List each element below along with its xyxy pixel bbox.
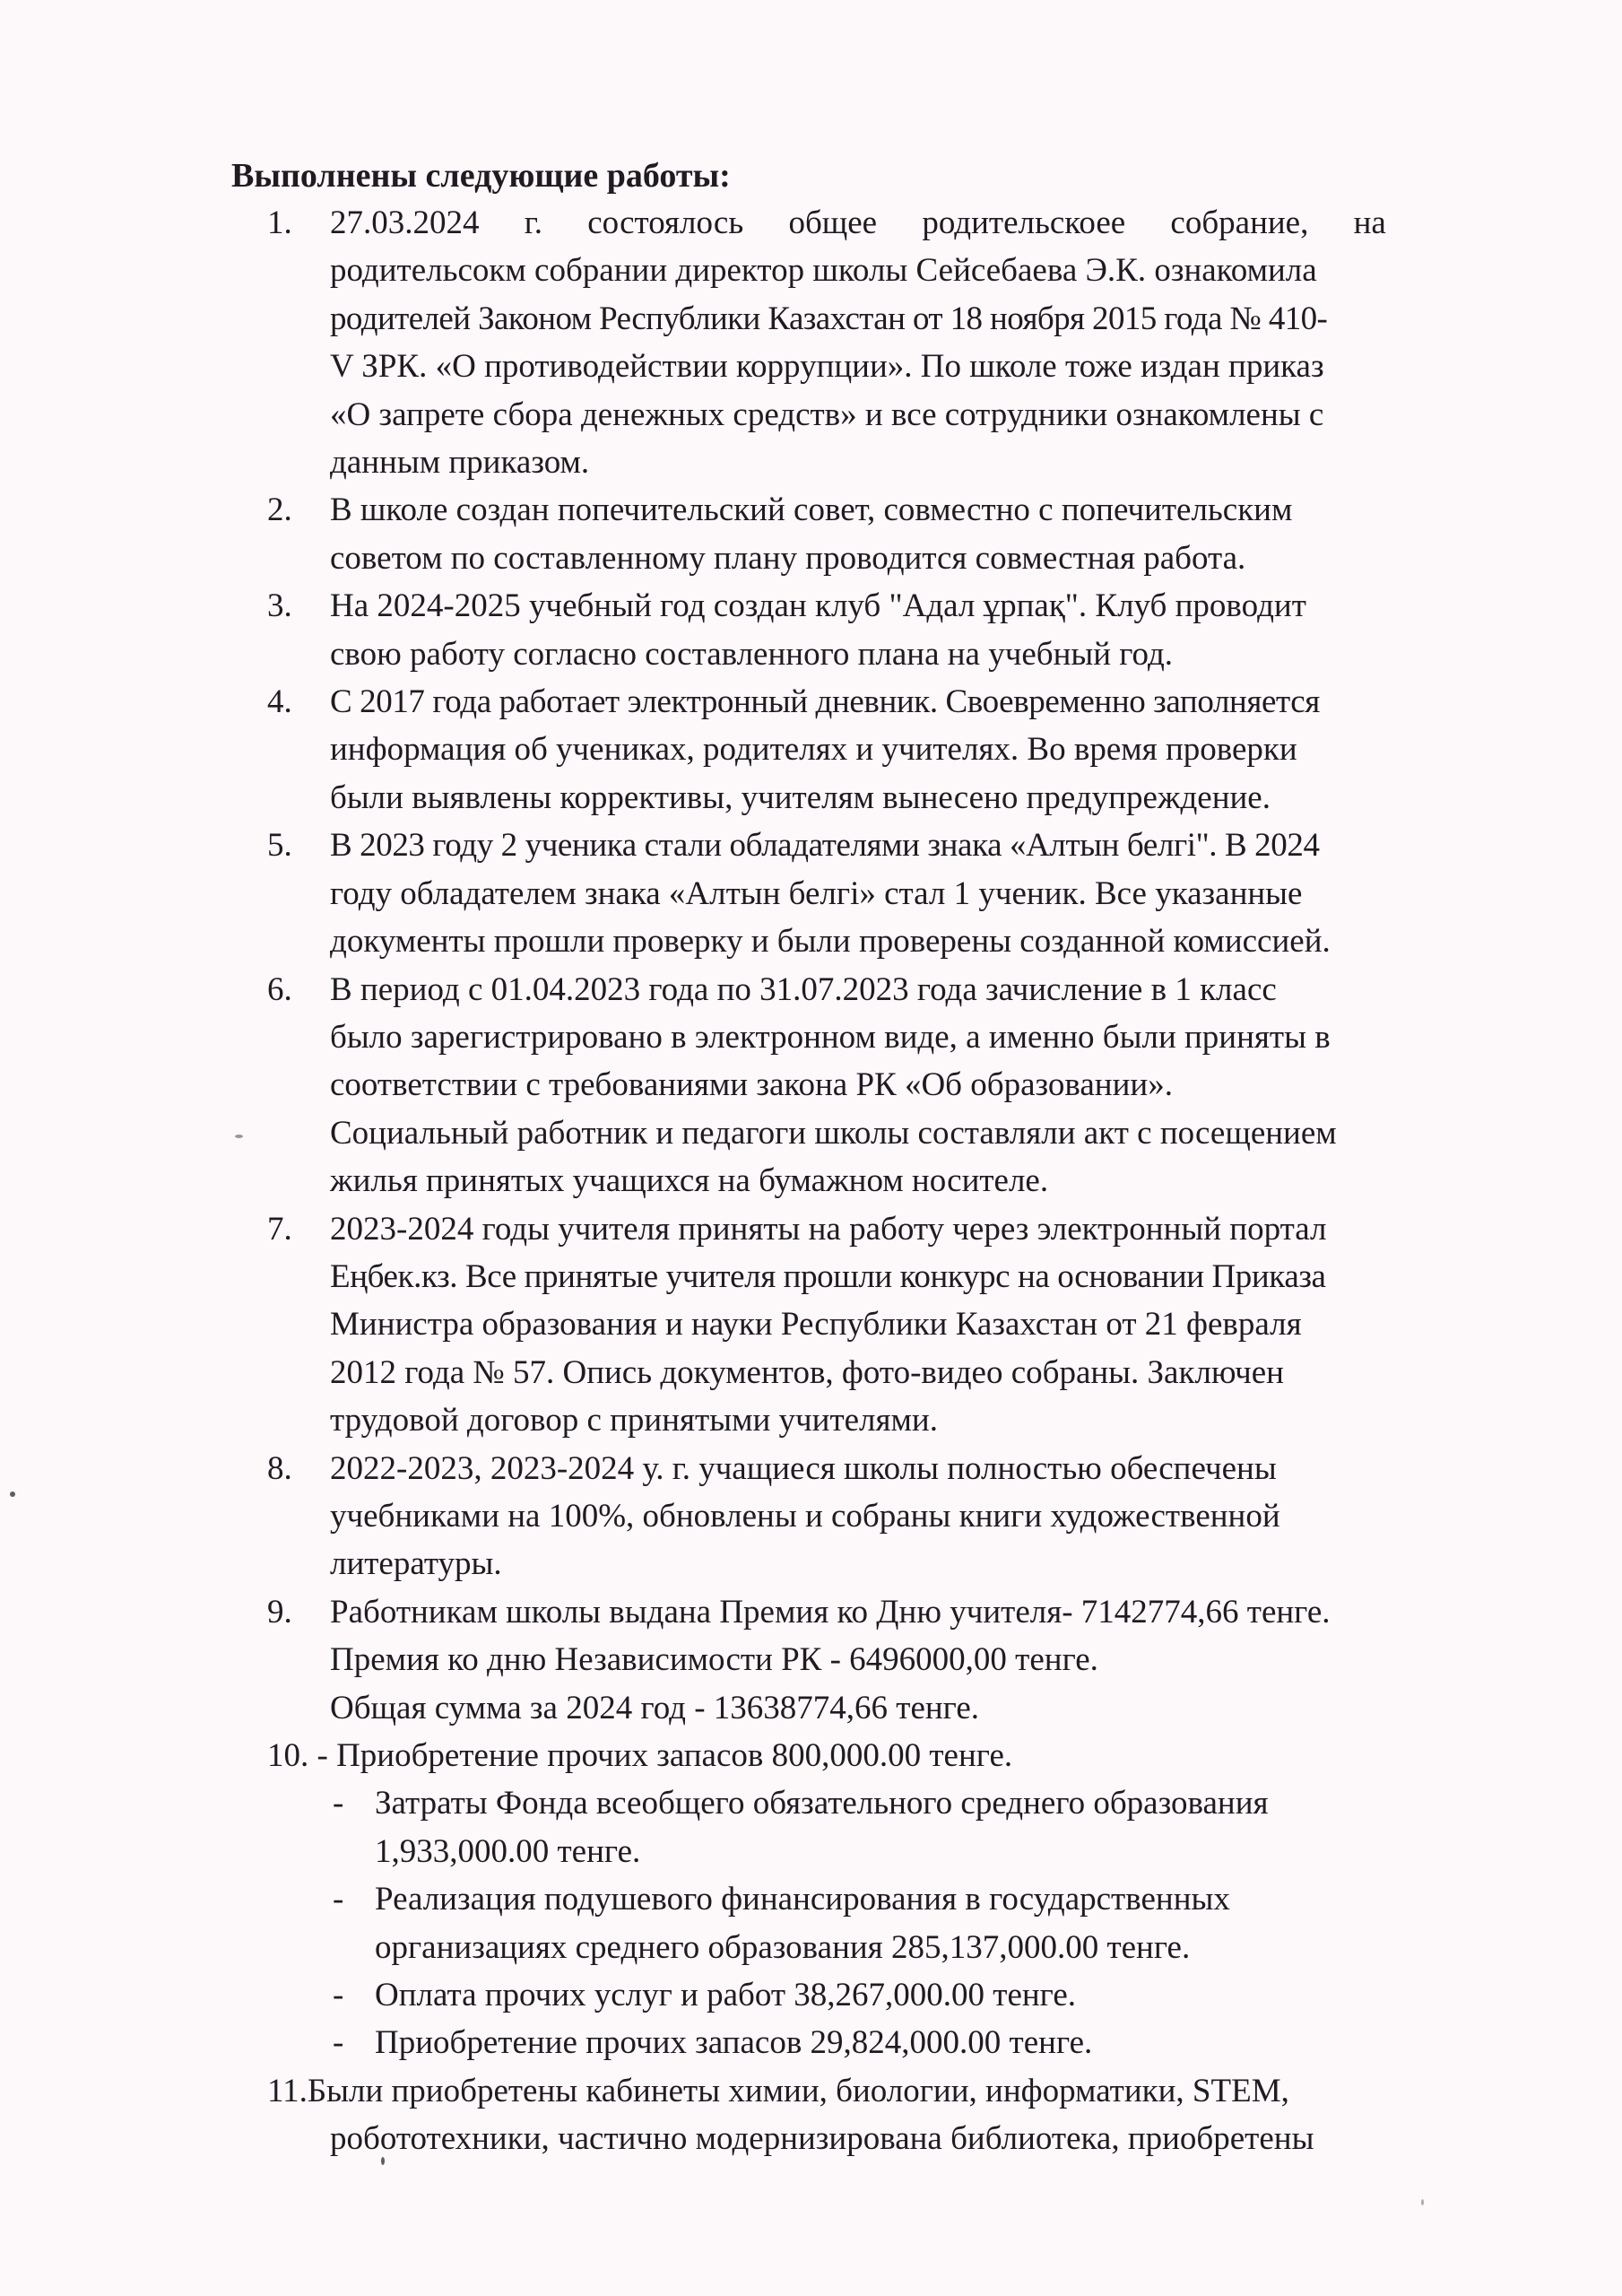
sub-item-line: Реализация подушевого финансирования в государственных xyxy=(375,1881,1230,1918)
list-item-8 xyxy=(267,1445,1496,1588)
work-list xyxy=(267,199,1496,2163)
dash-bullet: - xyxy=(333,2024,344,2062)
sub-item xyxy=(267,1971,1496,2019)
item-line: Еңбек.кз. Все принятые учителя прошли конкурс на основании Приказа xyxy=(330,1257,1326,1295)
item11-first-line xyxy=(267,2067,1496,2115)
list-item-3 xyxy=(267,582,1496,678)
scan-speck xyxy=(235,1135,243,1138)
item-line: На 2024-2025 учебный год создан клуб "Адал ұрпақ". Клуб проводит xyxy=(330,587,1306,625)
item-line: советом по составленному плану проводится совместная работа. xyxy=(330,539,1246,577)
sub-item xyxy=(267,1875,1496,1971)
item-line: 2012 года № 57. Опись документов, фото-видео собраны. Заключен xyxy=(330,1353,1284,1391)
item-line: свою работу согласно составленного плана на учебный год. xyxy=(330,635,1174,673)
item-line: робототехники, частично модернизирована библиотека, приобретены xyxy=(330,2120,1314,2158)
dash-bullet: - xyxy=(333,1977,344,2014)
item-number: 5. xyxy=(267,827,292,865)
item10-first-line xyxy=(267,1732,1496,1779)
item-number: 10. xyxy=(267,1737,309,1774)
item-number: 4. xyxy=(267,683,292,721)
list-item-7 xyxy=(267,1205,1496,1445)
item-line: Премия ко дню Независимости РК - 6496000,00 тенге. xyxy=(330,1641,1098,1679)
item-number: 7. xyxy=(267,1210,292,1248)
item-line: Работникам школы выдана Премия ко Дню учителя- 7142774,66 тенге. xyxy=(330,1593,1331,1631)
list-item-4 xyxy=(267,678,1496,822)
list-item-1 xyxy=(267,199,1496,486)
item-line: были выявлены коррективы, учителям вынесено предупреждение. xyxy=(330,778,1271,816)
sub-item xyxy=(267,2019,1496,2066)
item-number: 9. xyxy=(267,1593,292,1631)
scan-speck xyxy=(1421,2199,1424,2205)
item-number: 2. xyxy=(267,491,292,529)
item-line: документы прошли проверку и были проверены созданной комиссией. xyxy=(330,923,1331,961)
scan-speck xyxy=(381,2157,385,2165)
list-item-11 xyxy=(267,2067,1496,2163)
item-line: «О запрете сбора денежных средств» и все сотрудники ознакомлены с xyxy=(330,396,1324,433)
item-line: Социальный работник и педагоги школы составляли акт с посещением xyxy=(330,1114,1337,1152)
item-number: 1. xyxy=(267,204,292,241)
scan-speck xyxy=(10,1492,15,1497)
sub-item-line: организациях среднего образования 285,137,000.00 тенге. xyxy=(375,1928,1191,1966)
item-line: В школе создан попечительский совет, совместно с попечительским xyxy=(330,491,1293,529)
item-line: 27.03.2024 г. состоялось общее родительскоее собрание, на xyxy=(330,204,1386,241)
dash-bullet: - xyxy=(333,1881,344,1918)
item-line: Министра образования и науки Республики Казахстан от 21 февраля xyxy=(330,1306,1302,1344)
sub-item-line: Оплата прочих услуг и работ 38,267,000.00 тенге. xyxy=(375,1977,1077,2014)
sub-item-line: Затраты Фонда всеобщего обязательного среднего образования xyxy=(375,1785,1269,1822)
sub-item-line: Приобретение прочих запасов 29,824,000.00 тенге. xyxy=(375,2024,1093,2062)
item-line: родителей Законом Республики Казахстан от 18 ноября 2015 года № 410- xyxy=(330,300,1328,337)
dash-bullet: - xyxy=(333,1785,344,1822)
item-number: 8. xyxy=(267,1449,292,1487)
item-line: трудовой договор с принятыми учителями. xyxy=(330,1402,938,1439)
item-line: учебниками на 100%, обновлены и собраны книги художественной xyxy=(330,1497,1280,1535)
item-number: 6. xyxy=(267,970,292,1008)
item-line: 2022-2023, 2023-2024 у. г. учащиеся школы полностью обеспечены xyxy=(330,1449,1277,1487)
list-item-9 xyxy=(267,1588,1496,1732)
item-line: жилья принятых учащихся на бумажном носителе. xyxy=(330,1162,1049,1200)
item-line: В 2023 году 2 ученика стали обладателями знака «Алтын белгі". В 2024 xyxy=(330,827,1320,865)
sub-item-line: 1,933,000.00 тенге. xyxy=(375,1832,641,1870)
list-item-2 xyxy=(267,486,1496,582)
item-line: соответствии с требованиями закона РК «Об образовании». xyxy=(330,1066,1173,1104)
item-line: С 2017 года работает электронный дневник. Своевременно заполняется xyxy=(330,683,1320,721)
item-line: было зарегистрировано в электронном виде, а именно были приняты в xyxy=(330,1018,1331,1056)
item-line: В период с 01.04.2023 года по 31.07.2023 года зачисление в 1 класс xyxy=(330,970,1277,1008)
item-line: родительсокм собрании директор школы Сейсебаева Э.К. ознакомила xyxy=(330,252,1317,290)
sub-item xyxy=(267,1779,1496,1875)
item-line: V ЗРК. «О противодействии коррупции». По школе тоже издан приказ xyxy=(330,348,1324,386)
item-line: 2023-2024 годы учителя приняты на работу через электронный портал xyxy=(330,1210,1327,1248)
item-number: 3. xyxy=(267,587,292,625)
list-item-6 xyxy=(267,966,1496,1205)
item-line: литературы. xyxy=(330,1545,502,1583)
item-line: информация об учениках, родителях и учителях. Во время проверки xyxy=(330,731,1297,769)
item-line: Общая сумма за 2024 год - 13638774,66 тенге. xyxy=(330,1689,980,1726)
section-heading: Выполнены следующие работы: xyxy=(231,157,731,195)
item-line: данным приказом. xyxy=(330,444,590,482)
list-item-5 xyxy=(267,822,1496,965)
item-line: году обладателем знака «Алтын белгі» стал 1 ученик. Все указанные xyxy=(330,874,1303,912)
list-item-10 xyxy=(267,1732,1496,2067)
item-line: Были приобретены кабинеты химии, биологии, информатики, STEM, xyxy=(307,2072,1289,2109)
item-line: - Приобретение прочих запасов 800,000.00 тенге. xyxy=(317,1737,1013,1774)
item-number: 11. xyxy=(267,2072,308,2109)
